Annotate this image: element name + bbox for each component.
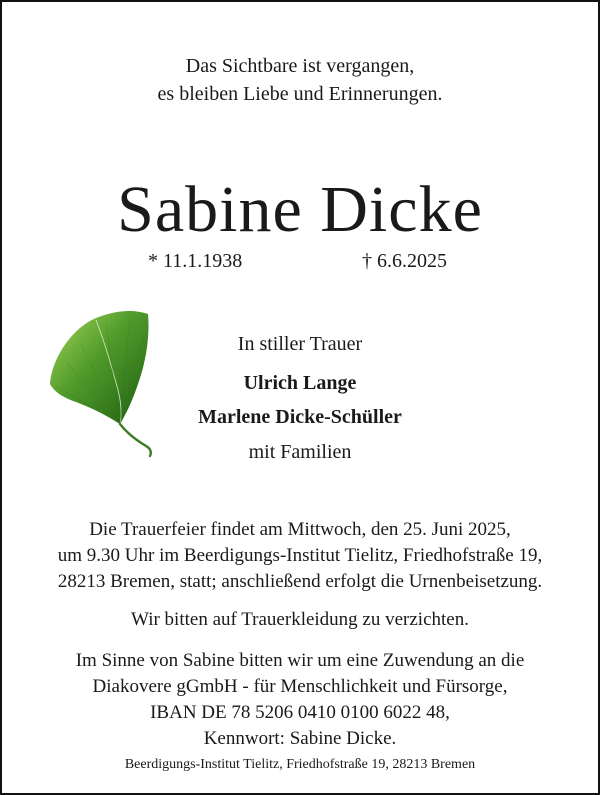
- birth-date: * 11.1.1938: [148, 250, 243, 272]
- mourner-name-1: Ulrich Lange: [243, 372, 357, 394]
- ceremony-line-2: um 9.30 Uhr im Beerdigungs-Institut Tielitz, Friedhofstraße 19,: [57, 545, 543, 566]
- mourning-outro: mit Familien: [248, 441, 352, 463]
- mourning-intro: In stiller Trauer: [237, 333, 363, 355]
- ceremony-line-1: Die Trauerfeier findet am Mittwoch, den 25. Juni 2025,: [89, 519, 511, 540]
- dress-note: [0, 607, 600, 633]
- dress-note-line: Wir bitten auf Trauerkleidung zu verzichten.: [131, 609, 469, 630]
- mourner-name-2: Marlene Dicke-Schüller: [198, 406, 402, 428]
- death-date: † 6.6.2025: [362, 250, 447, 272]
- donation-line-3: IBAN DE 78 5206 0410 0100 6022 48,: [150, 702, 450, 723]
- motto-line-1: Das Sichtbare ist vergangen,: [185, 55, 415, 77]
- deceased-name: Sabine Dicke: [117, 173, 483, 246]
- donation-line-4: Kennwort: Sabine Dicke.: [203, 728, 397, 749]
- ceremony-line-3: 28213 Bremen, statt; anschließend erfolgt die Urnenbeisetzung.: [57, 571, 543, 592]
- motto: [0, 52, 600, 108]
- donation-line-1: Im Sinne von Sabine bitten wir um eine Zuwendung an die: [75, 650, 525, 671]
- donation-line-2: Diakovere gGmbH - für Menschlichkeit und Fürsorge,: [92, 676, 508, 697]
- ceremony-info: [0, 517, 600, 595]
- funeral-home-footer: Beerdigungs-Institut Tielitz, Friedhofstraße 19, 28213 Bremen: [124, 757, 476, 772]
- donation-info: [0, 648, 600, 752]
- ginkgo-leaf-icon: [46, 306, 158, 458]
- motto-line-2: es bleiben Liebe und Erinnerungen.: [157, 83, 443, 105]
